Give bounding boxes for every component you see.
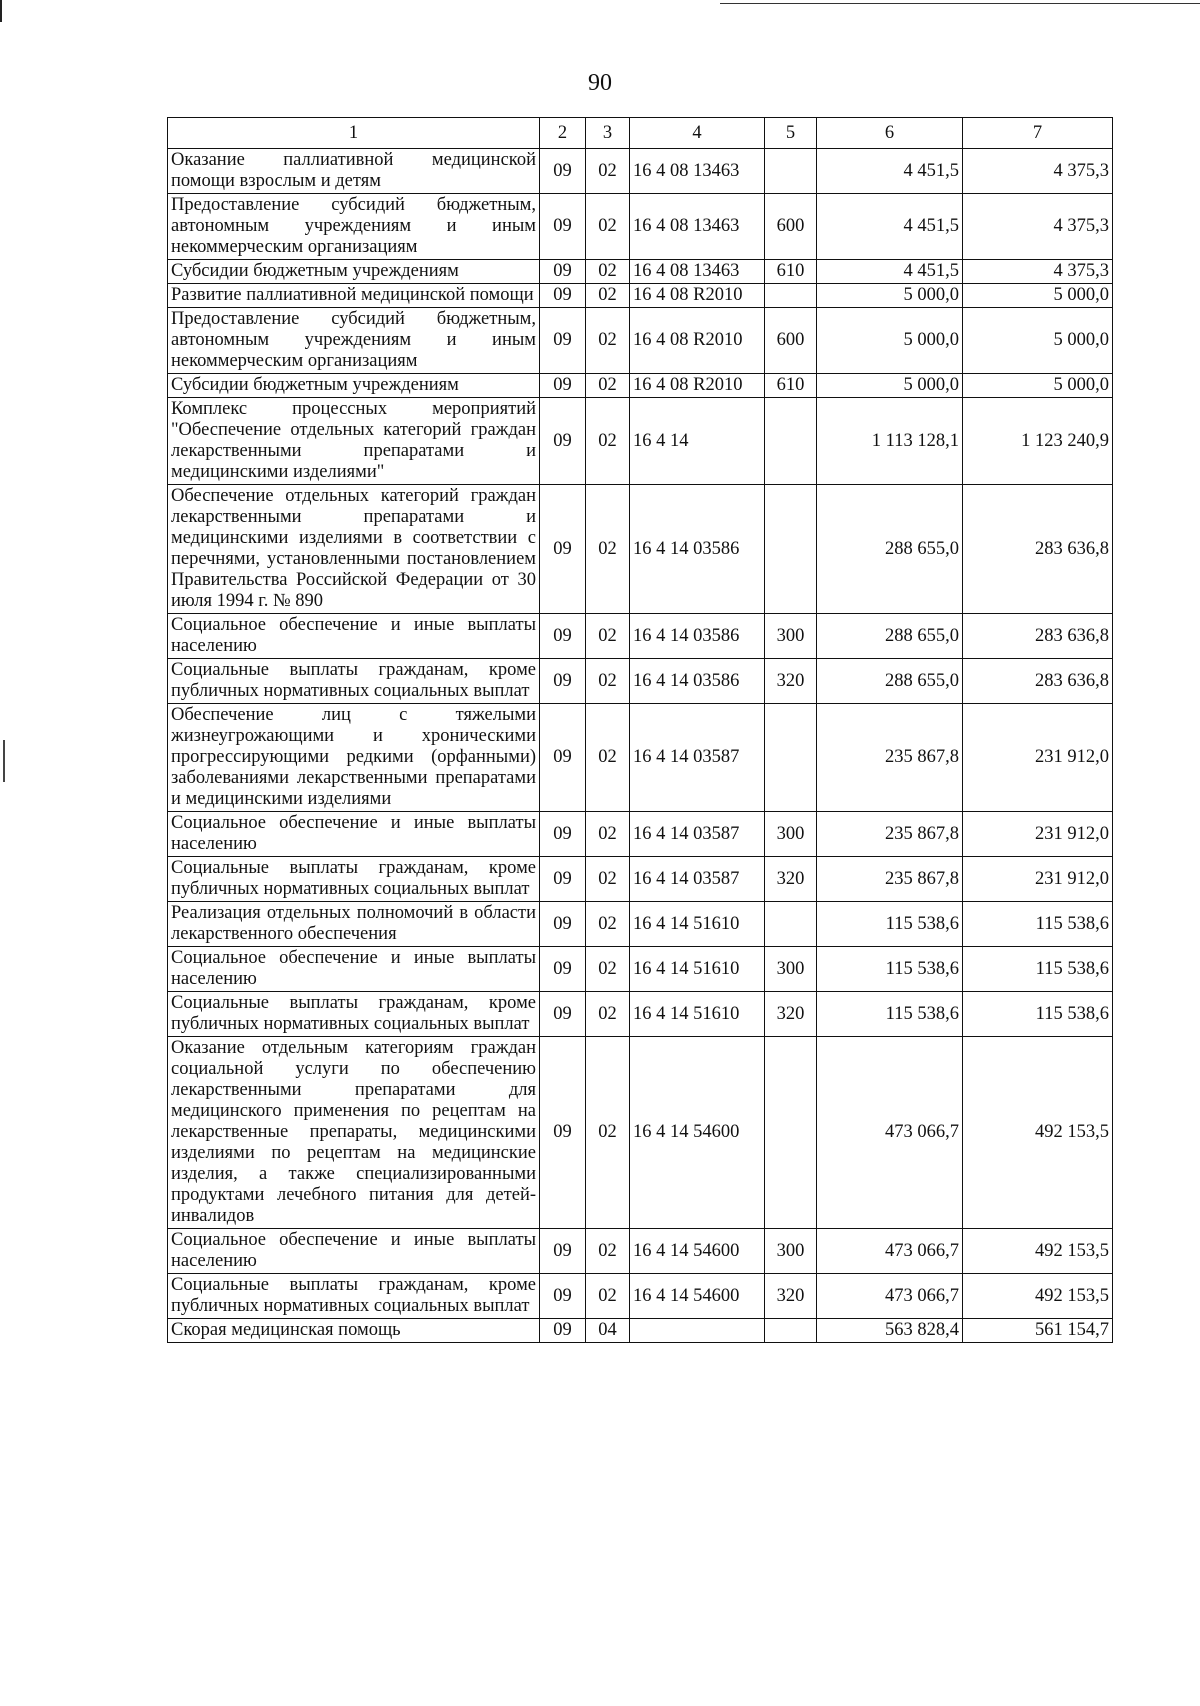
item-name-cell: Социальное обеспечение и иные выплаты населению [168,1229,540,1274]
section-code-cell: 09 [540,1274,586,1319]
expense-type-code-cell [765,485,817,614]
subsection-code-cell: 02 [586,284,630,308]
column-header: 6 [817,118,963,149]
amount-year-1-cell: 235 867,8 [817,857,963,902]
section-code-cell: 09 [540,1037,586,1229]
amount-year-1-cell: 115 538,6 [817,947,963,992]
amount-year-1-cell: 115 538,6 [817,902,963,947]
amount-year-2-cell: 115 538,6 [963,902,1113,947]
item-name-cell: Социальные выплаты гражданам, кроме публичных нормативных социальных выплат [168,659,540,704]
subsection-code-cell: 02 [586,149,630,194]
section-code-cell: 09 [540,614,586,659]
amount-year-1-cell: 5 000,0 [817,308,963,374]
section-code-cell: 09 [540,485,586,614]
expense-type-code-cell: 320 [765,1274,817,1319]
amount-year-1-cell: 4 451,5 [817,149,963,194]
subsection-code-cell: 02 [586,260,630,284]
table-row [168,284,1113,308]
amount-year-1-cell: 288 655,0 [817,614,963,659]
item-name-cell: Субсидии бюджетным учреждениям [168,260,540,284]
expense-type-code-cell: 600 [765,194,817,260]
target-article-code-cell: 16 4 08 R2010 [630,374,765,398]
expense-type-code-cell: 320 [765,659,817,704]
expense-type-code-cell: 600 [765,308,817,374]
section-code-cell: 09 [540,1229,586,1274]
section-code-cell: 09 [540,1319,586,1343]
target-article-code-cell: 16 4 14 54600 [630,1229,765,1274]
item-name-cell: Субсидии бюджетным учреждениям [168,374,540,398]
amount-year-2-cell: 5 000,0 [963,308,1113,374]
subsection-code-cell: 02 [586,902,630,947]
subsection-code-cell: 02 [586,1229,630,1274]
item-name-cell: Скорая медицинская помощь [168,1319,540,1343]
expense-type-code-cell [765,1319,817,1343]
target-article-code-cell: 16 4 08 13463 [630,149,765,194]
amount-year-1-cell: 5 000,0 [817,374,963,398]
item-name-cell: Социальные выплаты гражданам, кроме публичных нормативных социальных выплат [168,1274,540,1319]
item-name-cell: Предоставление субсидий бюджетным, автономным учреждениям и иным некоммерческим организациям [168,194,540,260]
expense-type-code-cell [765,902,817,947]
subsection-code-cell: 02 [586,659,630,704]
amount-year-2-cell: 283 636,8 [963,485,1113,614]
item-name-cell: Обеспечение лиц с тяжелыми жизнеугрожающими и хроническими прогрессирующими редкими (орфанными) заболеваниями лекарственными препаратами и медицинскими изделиями [168,704,540,812]
table-row [168,1229,1113,1274]
table-row [168,992,1113,1037]
section-code-cell: 09 [540,812,586,857]
expense-type-code-cell [765,704,817,812]
amount-year-2-cell: 231 912,0 [963,704,1113,812]
section-code-cell: 09 [540,659,586,704]
expense-type-code-cell: 320 [765,857,817,902]
scan-edge-mark [0,0,2,22]
table-row [168,659,1113,704]
column-header: 5 [765,118,817,149]
column-header: 2 [540,118,586,149]
table-row [168,194,1113,260]
section-code-cell: 09 [540,260,586,284]
amount-year-1-cell: 473 066,7 [817,1274,963,1319]
subsection-code-cell: 02 [586,812,630,857]
section-code-cell: 09 [540,992,586,1037]
subsection-code-cell: 02 [586,614,630,659]
target-article-code-cell: 16 4 14 51610 [630,947,765,992]
item-name-cell: Обеспечение отдельных категорий граждан лекарственными препаратами и медицинскими изделиями в соответствии с перечнями, установленными постановлением Правительства Российской Федерации от 30 июля 1994 г. № 890 [168,485,540,614]
expense-type-code-cell: 610 [765,260,817,284]
amount-year-2-cell: 5 000,0 [963,374,1113,398]
table-row [168,1274,1113,1319]
column-header: 7 [963,118,1113,149]
header-row [168,118,1113,149]
column-header: 4 [630,118,765,149]
target-article-code-cell: 16 4 14 54600 [630,1274,765,1319]
target-article-code-cell: 16 4 08 R2010 [630,284,765,308]
subsection-code-cell: 02 [586,485,630,614]
amount-year-1-cell: 4 451,5 [817,260,963,284]
subsection-code-cell: 02 [586,1274,630,1319]
item-name-cell: Социальное обеспечение и иные выплаты населению [168,614,540,659]
budget-table [167,117,1113,1343]
table-row [168,308,1113,374]
section-code-cell: 09 [540,308,586,374]
table-row [168,857,1113,902]
amount-year-2-cell: 231 912,0 [963,812,1113,857]
table-row [168,260,1113,284]
amount-year-2-cell: 492 153,5 [963,1037,1113,1229]
item-name-cell: Реализация отдельных полномочий в области лекарственного обеспечения [168,902,540,947]
section-code-cell: 09 [540,374,586,398]
amount-year-2-cell: 492 153,5 [963,1274,1113,1319]
item-name-cell: Комплекс процессных мероприятий "Обеспечение отдельных категорий граждан лекарственными препаратами и медицинскими изделиями" [168,398,540,485]
table-row [168,902,1113,947]
section-code-cell: 09 [540,284,586,308]
section-code-cell: 09 [540,902,586,947]
target-article-code-cell: 16 4 14 51610 [630,902,765,947]
table-row [168,149,1113,194]
subsection-code-cell: 02 [586,857,630,902]
expense-type-code-cell [765,284,817,308]
subsection-code-cell: 02 [586,992,630,1037]
amount-year-2-cell: 115 538,6 [963,947,1113,992]
table-row [168,485,1113,614]
amount-year-1-cell: 115 538,6 [817,992,963,1037]
amount-year-1-cell: 563 828,4 [817,1319,963,1343]
amount-year-2-cell: 115 538,6 [963,992,1113,1037]
target-article-code-cell [630,1319,765,1343]
item-name-cell: Социальное обеспечение и иные выплаты населению [168,947,540,992]
target-article-code-cell: 16 4 14 [630,398,765,485]
subsection-code-cell: 02 [586,194,630,260]
amount-year-1-cell: 235 867,8 [817,812,963,857]
item-name-cell: Оказание отдельным категориям граждан социальной услуги по обеспечению лекарственными препаратами для медицинского применения по рецептам на лекарственные препараты, медицинскими изделиями по рецептам на медицинские изделия, а также специализированными продуктами лечебного питания для детей-инвалидов [168,1037,540,1229]
amount-year-2-cell: 4 375,3 [963,149,1113,194]
amount-year-2-cell: 283 636,8 [963,614,1113,659]
amount-year-1-cell: 1 113 128,1 [817,398,963,485]
target-article-code-cell: 16 4 14 51610 [630,992,765,1037]
expense-type-code-cell [765,149,817,194]
target-article-code-cell: 16 4 08 13463 [630,260,765,284]
item-name-cell: Социальные выплаты гражданам, кроме публичных нормативных социальных выплат [168,992,540,1037]
target-article-code-cell: 16 4 14 03586 [630,659,765,704]
table-row [168,947,1113,992]
expense-type-code-cell: 610 [765,374,817,398]
scan-margin-mark [3,740,5,782]
amount-year-1-cell: 473 066,7 [817,1037,963,1229]
expense-type-code-cell: 320 [765,992,817,1037]
subsection-code-cell: 02 [586,308,630,374]
target-article-code-cell: 16 4 14 03586 [630,614,765,659]
table-row [168,812,1113,857]
table-row [168,704,1113,812]
target-article-code-cell: 16 4 14 54600 [630,1037,765,1229]
target-article-code-cell: 16 4 14 03587 [630,857,765,902]
column-header: 1 [168,118,540,149]
column-header: 3 [586,118,630,149]
amount-year-2-cell: 4 375,3 [963,260,1113,284]
section-code-cell: 09 [540,149,586,194]
target-article-code-cell: 16 4 14 03587 [630,812,765,857]
table-body [168,149,1113,1343]
expense-type-code-cell: 300 [765,1229,817,1274]
target-article-code-cell: 16 4 14 03587 [630,704,765,812]
section-code-cell: 09 [540,194,586,260]
item-name-cell: Оказание паллиативной медицинской помощи взрослым и детям [168,149,540,194]
table-row [168,1319,1113,1343]
section-code-cell: 09 [540,398,586,485]
amount-year-1-cell: 473 066,7 [817,1229,963,1274]
item-name-cell: Предоставление субсидий бюджетным, автономным учреждениям и иным некоммерческим организациям [168,308,540,374]
expense-type-code-cell [765,1037,817,1229]
subsection-code-cell: 02 [586,947,630,992]
item-name-cell: Социальные выплаты гражданам, кроме публичных нормативных социальных выплат [168,857,540,902]
page-number: 90 [588,70,612,96]
table-row [168,614,1113,659]
expense-type-code-cell: 300 [765,812,817,857]
expense-type-code-cell [765,398,817,485]
table-row [168,374,1113,398]
table-row [168,1037,1113,1229]
target-article-code-cell: 16 4 14 03586 [630,485,765,614]
section-code-cell: 09 [540,857,586,902]
amount-year-2-cell: 231 912,0 [963,857,1113,902]
target-article-code-cell: 16 4 08 13463 [630,194,765,260]
expense-type-code-cell: 300 [765,947,817,992]
subsection-code-cell: 04 [586,1319,630,1343]
amount-year-2-cell: 1 123 240,9 [963,398,1113,485]
amount-year-1-cell: 288 655,0 [817,659,963,704]
subsection-code-cell: 02 [586,398,630,485]
subsection-code-cell: 02 [586,704,630,812]
item-name-cell: Социальное обеспечение и иные выплаты населению [168,812,540,857]
subsection-code-cell: 02 [586,1037,630,1229]
amount-year-2-cell: 283 636,8 [963,659,1113,704]
amount-year-1-cell: 4 451,5 [817,194,963,260]
scan-top-line [720,3,1200,4]
amount-year-2-cell: 492 153,5 [963,1229,1113,1274]
amount-year-1-cell: 5 000,0 [817,284,963,308]
section-code-cell: 09 [540,947,586,992]
amount-year-1-cell: 235 867,8 [817,704,963,812]
amount-year-2-cell: 5 000,0 [963,284,1113,308]
item-name-cell: Развитие паллиативной медицинской помощи [168,284,540,308]
section-code-cell: 09 [540,704,586,812]
subsection-code-cell: 02 [586,374,630,398]
table-row [168,398,1113,485]
amount-year-1-cell: 288 655,0 [817,485,963,614]
target-article-code-cell: 16 4 08 R2010 [630,308,765,374]
amount-year-2-cell: 4 375,3 [963,194,1113,260]
amount-year-2-cell: 561 154,7 [963,1319,1113,1343]
expense-type-code-cell: 300 [765,614,817,659]
